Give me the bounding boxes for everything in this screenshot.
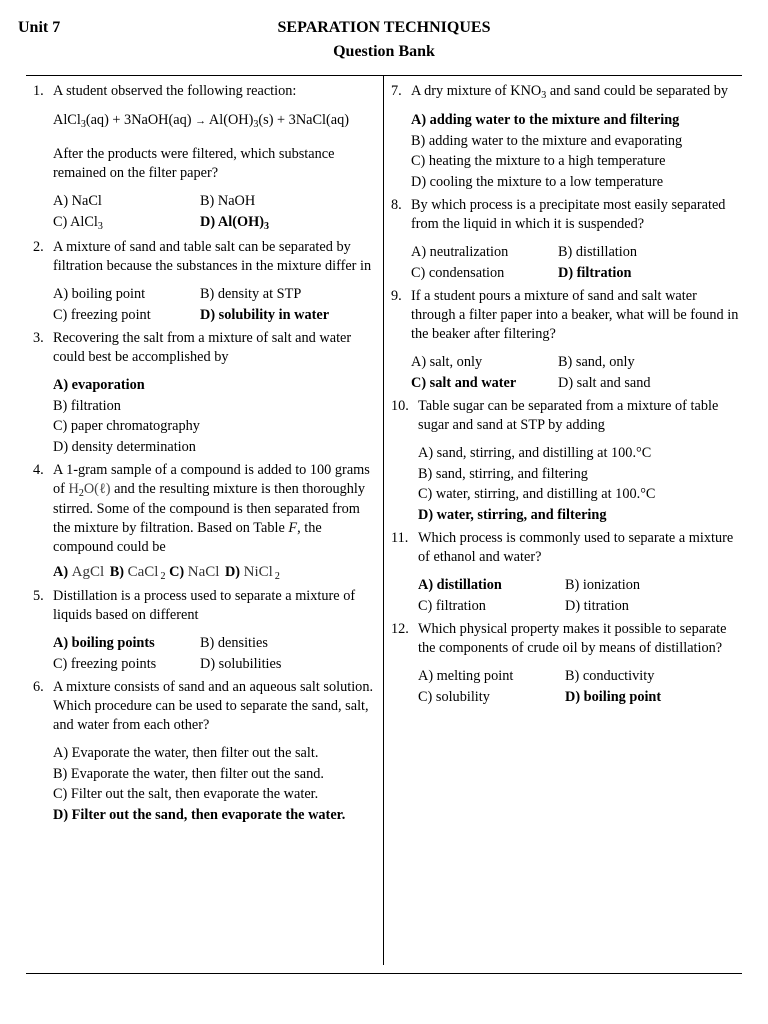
option-a[interactable] bbox=[53, 564, 106, 580]
column-divider bbox=[383, 76, 384, 965]
question-5 bbox=[33, 587, 378, 674]
table-reference: F bbox=[288, 520, 298, 536]
option-a[interactable] bbox=[53, 284, 200, 305]
equation-part: (s) + 3NaCl(aq) bbox=[258, 112, 350, 128]
option-label: A) bbox=[53, 745, 69, 761]
option-label: A) bbox=[53, 635, 69, 651]
option-d[interactable] bbox=[200, 212, 378, 235]
question-6 bbox=[33, 678, 378, 825]
footer-divider bbox=[26, 973, 742, 974]
equation-subscript: 3 bbox=[80, 119, 86, 130]
option-b[interactable] bbox=[200, 633, 378, 654]
option-c[interactable] bbox=[53, 784, 378, 805]
option-c[interactable] bbox=[418, 596, 565, 617]
question-number: 10. bbox=[391, 398, 409, 414]
option-text: AlCl bbox=[70, 213, 98, 230]
option-label: C) bbox=[53, 655, 68, 672]
answer-options bbox=[53, 191, 378, 234]
option-text: adding water to the mixture and filtering bbox=[429, 112, 680, 128]
question-number: 12. bbox=[391, 621, 409, 637]
option-label: D) bbox=[53, 438, 69, 455]
option-c[interactable] bbox=[411, 263, 558, 284]
option-label: D) bbox=[558, 374, 574, 391]
option-a[interactable] bbox=[53, 191, 200, 212]
option-label: C) bbox=[53, 418, 68, 434]
option-text: Filter out the salt, then evaporate the water. bbox=[70, 786, 319, 802]
option-label: C) bbox=[411, 264, 426, 281]
option-label: B) bbox=[200, 635, 215, 651]
question-number: 8. bbox=[391, 197, 402, 213]
answer-options bbox=[53, 375, 378, 457]
question-11 bbox=[391, 529, 741, 616]
option-text: distillation bbox=[436, 577, 502, 593]
answer-options bbox=[411, 352, 741, 393]
question-8 bbox=[391, 196, 741, 283]
option-label: C) bbox=[53, 786, 68, 802]
option-text: ionization bbox=[582, 577, 641, 593]
option-text: solubility bbox=[435, 688, 490, 705]
question-number: 3. bbox=[33, 330, 44, 346]
option-text: NaOH bbox=[217, 193, 256, 209]
option-label: D) bbox=[418, 506, 434, 523]
option-text: boiling points bbox=[71, 635, 155, 651]
question-number: 6. bbox=[33, 679, 44, 695]
question-3 bbox=[33, 329, 378, 457]
option-c[interactable] bbox=[53, 654, 200, 675]
option-text: water, stirring, and filtering bbox=[436, 506, 607, 523]
option-label: A) bbox=[411, 354, 427, 370]
formula-text: O(ℓ) bbox=[83, 481, 111, 497]
option-d[interactable] bbox=[558, 263, 741, 284]
question-stem: Recovering the salt from a mixture of salt and water could best be accomplished by bbox=[53, 330, 352, 365]
option-text: evaporation bbox=[71, 377, 145, 393]
option-text: melting point bbox=[436, 668, 514, 684]
equation-subscript: 3 bbox=[253, 119, 259, 130]
option-text: Filter out the sand, then evaporate the water. bbox=[71, 806, 346, 823]
option-text: solubilities bbox=[218, 655, 282, 672]
option-label: D) bbox=[411, 173, 427, 190]
option-label: D) bbox=[224, 564, 241, 580]
question-4 bbox=[33, 461, 378, 583]
question-1 bbox=[33, 82, 378, 234]
option-text: filtration bbox=[435, 597, 486, 614]
question-9 bbox=[391, 287, 741, 393]
question-stem: Table sugar can be separated from a mixture of table sugar and sand at STP by adding bbox=[418, 398, 719, 433]
option-a[interactable] bbox=[411, 352, 558, 373]
option-label: B) bbox=[200, 286, 215, 302]
question-number: 2. bbox=[33, 239, 44, 255]
option-label: C) bbox=[53, 306, 68, 323]
reaction-arrow-icon: → bbox=[195, 115, 207, 127]
option-text: neutralization bbox=[429, 244, 509, 260]
option-b[interactable] bbox=[200, 191, 378, 212]
option-c[interactable] bbox=[411, 373, 558, 394]
option-label: C) bbox=[411, 374, 427, 391]
stem-text: A 1-gram sample of a compound is added to 100 grams of bbox=[53, 462, 370, 497]
option-text: salt, only bbox=[429, 354, 483, 370]
option-a[interactable] bbox=[411, 110, 741, 131]
option-text: NiCl bbox=[243, 564, 273, 580]
option-label: C) bbox=[53, 213, 68, 230]
option-text: sand, stirring, and distilling at 100.°C bbox=[436, 445, 652, 461]
left-column bbox=[33, 82, 378, 829]
option-label: B) bbox=[109, 564, 125, 580]
option-c[interactable] bbox=[53, 416, 378, 437]
formula-text: H bbox=[68, 481, 79, 497]
option-text: adding water to the mixture and evaporating bbox=[428, 132, 683, 149]
question-number: 11. bbox=[391, 530, 409, 546]
option-text: freezing point bbox=[70, 306, 151, 323]
option-text: filtration bbox=[70, 397, 121, 414]
option-c[interactable] bbox=[53, 305, 200, 326]
option-label: C) bbox=[418, 688, 433, 705]
question-stem bbox=[53, 461, 378, 557]
option-text: Evaporate the water, then filter out the salt. bbox=[71, 745, 319, 761]
option-label: B) bbox=[53, 765, 68, 782]
option-text: titration bbox=[583, 597, 629, 614]
option-text: salt and water bbox=[429, 374, 517, 391]
question-number: 4. bbox=[33, 462, 44, 478]
option-label: C) bbox=[411, 153, 426, 169]
option-b[interactable] bbox=[418, 464, 741, 485]
option-text: cooling the mixture to a low temperature bbox=[429, 173, 664, 190]
equation-part: (aq) + 3NaOH(aq) bbox=[85, 112, 196, 128]
formula-subscript: 3 bbox=[541, 90, 547, 101]
option-label: A) bbox=[418, 445, 434, 461]
option-b[interactable] bbox=[558, 242, 741, 263]
question-stem: A student observed the following reaction: bbox=[53, 83, 297, 99]
option-a[interactable] bbox=[53, 743, 378, 764]
stem-text: and sand could be separated by bbox=[546, 83, 729, 99]
page-subtitle: Question Bank bbox=[333, 43, 435, 60]
question-number: 9. bbox=[391, 288, 402, 304]
option-d[interactable] bbox=[565, 687, 741, 708]
option-d[interactable] bbox=[225, 564, 280, 580]
option-b[interactable] bbox=[411, 131, 741, 152]
option-text: AgCl bbox=[71, 564, 105, 580]
option-label: B) bbox=[53, 397, 68, 414]
question-stem: A mixture of sand and table salt can be separated by filtration because the substances in the mixture differ in bbox=[53, 239, 372, 274]
answer-options bbox=[411, 110, 741, 192]
option-c[interactable] bbox=[53, 212, 200, 235]
equation-part: AlCl bbox=[53, 112, 81, 128]
option-c[interactable] bbox=[418, 484, 741, 505]
answer-options bbox=[418, 443, 741, 525]
question-stem: Which process is commonly used to separate a mixture of ethanol and water? bbox=[418, 530, 734, 565]
option-d[interactable] bbox=[418, 505, 741, 526]
option-text: boiling point bbox=[583, 688, 662, 705]
option-b[interactable] bbox=[110, 564, 166, 580]
stem-text: , the compound could be bbox=[53, 520, 322, 555]
formula-subscript: 2 bbox=[78, 488, 84, 499]
option-b[interactable] bbox=[558, 352, 741, 373]
option-c[interactable] bbox=[169, 564, 221, 580]
option-d[interactable] bbox=[565, 596, 741, 617]
option-d[interactable] bbox=[200, 305, 378, 326]
option-a[interactable] bbox=[53, 375, 378, 396]
option-text: density at STP bbox=[217, 286, 302, 302]
option-label: C) bbox=[169, 564, 185, 580]
option-d[interactable] bbox=[53, 805, 378, 826]
option-label: B) bbox=[418, 465, 433, 482]
option-text: sand, only bbox=[575, 354, 635, 370]
question-2 bbox=[33, 238, 378, 325]
option-a[interactable] bbox=[418, 575, 565, 596]
option-label: A) bbox=[418, 668, 434, 684]
option-label: B) bbox=[411, 132, 426, 149]
option-text: boiling point bbox=[71, 286, 146, 302]
option-b[interactable] bbox=[565, 666, 741, 687]
unit-label: Unit 7 bbox=[18, 19, 61, 36]
option-label: B) bbox=[558, 244, 573, 260]
option-label: A) bbox=[53, 193, 69, 209]
option-subscript: 3 bbox=[97, 220, 103, 232]
option-c[interactable] bbox=[418, 687, 565, 708]
question-stem: Which physical property makes it possible to separate the components of crude oil by means of distillation? bbox=[418, 621, 727, 656]
answer-options bbox=[53, 743, 378, 825]
answer-options bbox=[411, 242, 741, 283]
option-text: condensation bbox=[428, 264, 505, 281]
option-c[interactable] bbox=[411, 151, 741, 172]
option-text: distillation bbox=[575, 244, 638, 260]
option-d[interactable] bbox=[558, 373, 741, 394]
question-stem-continued: After the products were filtered, which substance remained on the filter paper? bbox=[53, 146, 335, 181]
question-stem: If a student pours a mixture of sand and salt water through a filter paper into a beaker, what will be found in the beaker after filtering? bbox=[411, 288, 739, 342]
option-subscript: 2 bbox=[274, 571, 280, 582]
option-a[interactable] bbox=[411, 242, 558, 263]
option-text: Evaporate the water, then filter out the sand. bbox=[70, 765, 324, 782]
option-text: NaCl bbox=[71, 193, 102, 209]
option-label: A) bbox=[411, 112, 427, 128]
question-number: 7. bbox=[391, 83, 402, 99]
option-b[interactable] bbox=[53, 764, 378, 785]
option-b[interactable] bbox=[53, 396, 378, 417]
question-10 bbox=[391, 397, 741, 525]
option-text: density determination bbox=[71, 438, 196, 455]
option-text: NaCl bbox=[187, 564, 220, 580]
option-text: conductivity bbox=[582, 668, 655, 684]
option-text: CaCl bbox=[127, 564, 159, 580]
option-a[interactable] bbox=[53, 633, 200, 654]
option-text: filtration bbox=[576, 264, 632, 281]
option-label: A) bbox=[53, 286, 69, 302]
question-7 bbox=[391, 82, 741, 192]
option-label: C) bbox=[418, 597, 433, 614]
question-stem: By which process is a precipitate most easily separated from the liquid in which it is suspended? bbox=[411, 197, 726, 232]
option-d[interactable] bbox=[411, 172, 741, 193]
option-label: D) bbox=[200, 306, 216, 323]
option-text: heating the mixture to a high temperature bbox=[428, 153, 666, 169]
reaction-equation bbox=[53, 111, 378, 131]
option-b[interactable] bbox=[565, 575, 741, 596]
option-b[interactable] bbox=[200, 284, 378, 305]
option-text: water, stirring, and distilling at 100.°C bbox=[435, 486, 656, 502]
option-label: D) bbox=[200, 655, 216, 672]
right-column bbox=[391, 82, 741, 711]
option-text: salt and sand bbox=[576, 374, 651, 391]
option-label: D) bbox=[200, 213, 216, 230]
option-d[interactable] bbox=[200, 654, 378, 675]
equation-part: Al(OH) bbox=[206, 112, 254, 128]
answer-options bbox=[53, 563, 378, 583]
option-text: solubility in water bbox=[218, 306, 330, 323]
question-stem bbox=[411, 82, 741, 102]
option-d[interactable] bbox=[53, 437, 378, 458]
answer-options bbox=[418, 666, 741, 707]
question-stem: Distillation is a process used to separate a mixture of liquids based on different bbox=[53, 588, 356, 623]
option-text: freezing points bbox=[70, 655, 157, 672]
option-label: D) bbox=[565, 688, 581, 705]
option-label: A) bbox=[411, 244, 427, 260]
header-divider bbox=[26, 75, 742, 76]
option-label: B) bbox=[558, 354, 573, 370]
answer-options bbox=[418, 575, 741, 616]
option-label: A) bbox=[418, 577, 434, 593]
option-a[interactable] bbox=[418, 666, 565, 687]
option-label: D) bbox=[558, 264, 574, 281]
page-title: SEPARATION TECHNIQUES bbox=[277, 19, 491, 36]
option-a[interactable] bbox=[418, 443, 741, 464]
answer-options bbox=[53, 633, 378, 674]
question-number: 1. bbox=[33, 83, 44, 99]
option-subscript: 3 bbox=[263, 220, 269, 232]
question-stem: A mixture consists of sand and an aqueous salt solution. Which procedure can be used to separate the sand, salt, and water from each other? bbox=[53, 679, 374, 733]
option-label: B) bbox=[200, 193, 215, 209]
option-text: sand, stirring, and filtering bbox=[435, 465, 588, 482]
option-label: D) bbox=[565, 597, 581, 614]
option-label: A) bbox=[53, 564, 69, 580]
answer-options bbox=[53, 284, 378, 325]
option-text: Al(OH) bbox=[217, 213, 264, 230]
option-label: C) bbox=[418, 486, 433, 502]
option-label: B) bbox=[565, 577, 580, 593]
question-12 bbox=[391, 620, 741, 707]
option-label: B) bbox=[565, 668, 580, 684]
option-label: A) bbox=[53, 377, 69, 393]
option-text: paper chromatography bbox=[70, 418, 200, 434]
stem-text: A dry mixture of KNO bbox=[411, 83, 542, 99]
stem-text: and the resulting mixture is then thoroughly stirred. Some of the compound is then separated from the mixture by filtration. Based on Table bbox=[53, 481, 366, 536]
question-number: 5. bbox=[33, 588, 44, 604]
option-subscript: 2 bbox=[160, 571, 166, 582]
option-label: D) bbox=[53, 806, 69, 823]
option-text: densities bbox=[217, 635, 268, 651]
